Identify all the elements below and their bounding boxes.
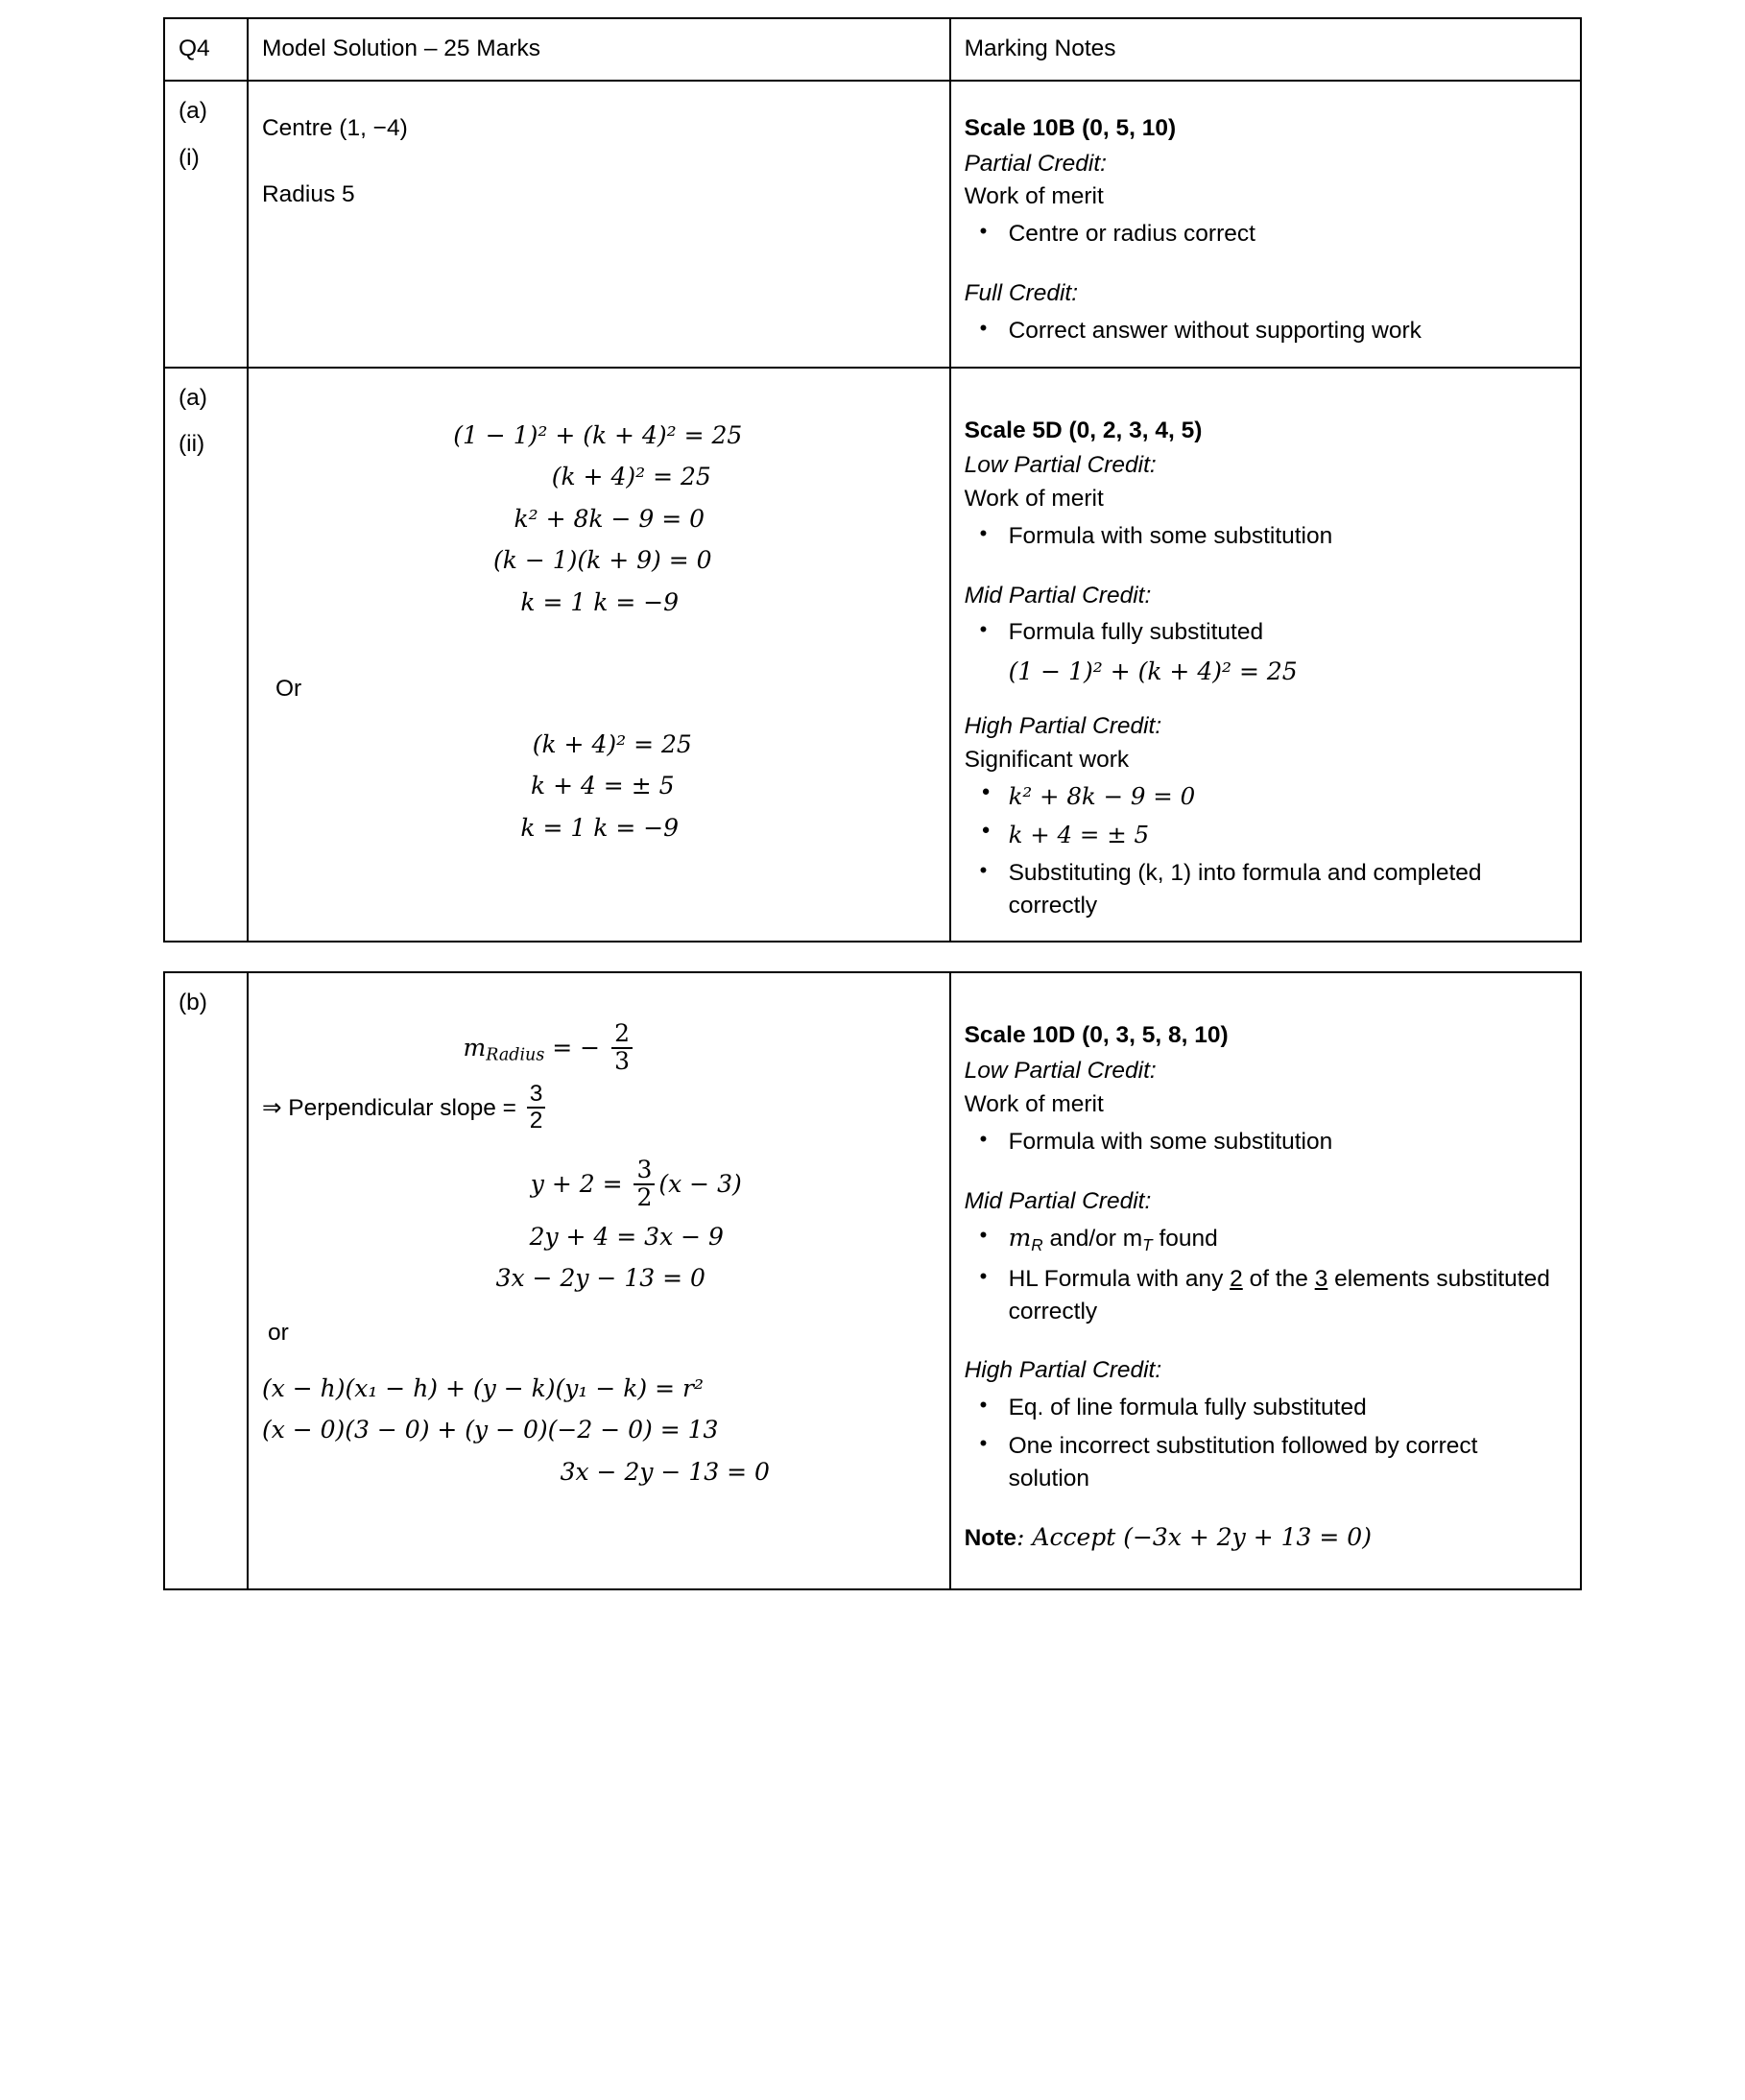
math-line: (x − h)(x₁ − h) + (y − k)(y₁ − k) = r² <box>261 1373 704 1402</box>
notes-a-ii-high-bullets <box>965 780 1565 921</box>
notes-a-i-scale: Scale 10B (0, 5, 10) <box>964 114 1177 141</box>
notes-a-i-full-bullets <box>965 315 1565 347</box>
math-line: 2y + 4 = 3x − 9 <box>529 1222 724 1251</box>
math-line: k + 4 = ± 5 <box>530 772 675 800</box>
math-line: (1 − 1)² + (k + 4)² = 25 <box>1008 657 1298 686</box>
notes-a-ii-low-heading: Low Partial Credit: <box>964 452 1157 479</box>
hl-formula-number-2: 2 <box>1230 1265 1243 1292</box>
perp-slope-text: ⇒ Perpendicular slope = <box>261 1095 516 1122</box>
notes-a-ii-high-text: Significant work <box>964 746 1130 773</box>
mid-bullet-suffix: found <box>1152 1226 1218 1253</box>
row-label-b-text: (b) <box>179 990 207 1016</box>
mid-bullet-mid-text: and/or m <box>1042 1226 1143 1253</box>
header-marking-notes: Marking Notes <box>950 18 1581 81</box>
notes-b-low-heading: Low Partial Credit: <box>964 1058 1157 1085</box>
m-sub-r-subscript: R <box>1031 1235 1043 1255</box>
notes-a-ii-mid-bullets <box>965 616 1565 649</box>
hl-formula-text-a: HL Formula with any <box>1008 1265 1231 1292</box>
row-label-a-ii-line2: (ii) <box>179 431 205 458</box>
math-line-perpendicular-slope <box>262 1080 934 1138</box>
m-sub-t-subscript: T <box>1142 1235 1153 1255</box>
equals-minus: = − <box>552 1034 601 1062</box>
list-item <box>1009 1263 1565 1328</box>
row-label-a-i-line2: (i) <box>179 144 200 171</box>
notes-b-low-text: Work of merit <box>964 1091 1104 1118</box>
solution-a-ii-or-label: Or <box>275 676 302 702</box>
list-item: • Formula with some substitution <box>1009 520 1565 553</box>
list-item: • One incorrect substitution followed by correct solution <box>1009 1430 1565 1495</box>
point-slope-lhs: y + 2 = <box>530 1170 623 1199</box>
math-line: (k − 1)(k + 9) = 0 <box>492 546 712 574</box>
notes-a-i-partial-text: Work of merit <box>964 183 1104 210</box>
notes-a-i <box>950 81 1581 368</box>
notes-b-mid-heading: Mid Partial Credit: <box>964 1187 1152 1214</box>
notes-a-i-partial-bullets <box>965 218 1565 251</box>
notes-a-ii-low-text: Work of merit <box>964 486 1104 513</box>
row-label-a-i-line1: (a) <box>179 97 207 124</box>
notes-b-high-bullets <box>965 1392 1565 1494</box>
math-line: 3x − 2y − 13 = 0 <box>560 1457 770 1486</box>
m-symbol: m <box>463 1034 487 1062</box>
notes-b <box>950 972 1581 1589</box>
solution-a-i-centre: Centre (1, −4) <box>261 114 408 141</box>
fraction-three-halves <box>527 1082 546 1133</box>
fraction-numerator: 2 <box>614 1019 630 1048</box>
notes-a-ii <box>950 368 1581 943</box>
list-item: • Correct answer without supporting work <box>1009 315 1565 347</box>
fraction-denominator: 2 <box>527 1107 546 1134</box>
math-line: k = 1 k = −9 <box>520 587 680 616</box>
fraction-denominator: 2 <box>633 1183 655 1210</box>
list-item: • k² + 8k − 9 = 0 <box>1009 780 1565 813</box>
m-sub-r: m <box>1008 1224 1032 1253</box>
table-row-b <box>164 972 1581 1589</box>
solution-a-i-radius: Radius 5 <box>261 180 355 207</box>
list-item: • k + 4 = ± 5 <box>1009 819 1565 851</box>
math-line: (k + 4)² = 25 <box>551 463 711 490</box>
notes-a-ii-high-heading: High Partial Credit: <box>964 712 1162 739</box>
fraction-three-halves-2 <box>633 1157 655 1210</box>
list-item: • Centre or radius correct <box>1009 218 1565 251</box>
row-label-a-i <box>164 81 248 368</box>
math-line: (1 − 1)² + (k + 4)² = 25 <box>453 420 743 449</box>
math-line: (k + 4)² = 25 <box>532 729 692 758</box>
math-line-m-radius <box>262 1019 934 1080</box>
fraction-numerator: 3 <box>529 1080 543 1107</box>
header-question-number: Q4 <box>164 18 248 81</box>
table-header-row <box>164 18 1581 81</box>
notes-a-ii-low-bullets <box>965 520 1565 553</box>
math-line: 3x − 2y − 13 = 0 <box>495 1264 705 1293</box>
notes-b-low-bullets <box>965 1126 1565 1158</box>
notes-b-mid-bullets <box>965 1222 1565 1327</box>
question-4-part-b-table <box>163 971 1582 1590</box>
fraction-denominator: 3 <box>611 1047 633 1074</box>
math-line: (x − 0)(3 − 0) + (y − 0)(−2 − 0) = 13 <box>261 1416 719 1444</box>
notes-a-i-full-heading: Full Credit: <box>964 279 1079 306</box>
row-label-a-ii-line1: (a) <box>179 384 207 411</box>
notes-a-ii-mid-heading: Mid Partial Credit: <box>964 582 1152 609</box>
solution-b-or-label: or <box>267 1319 289 1346</box>
notes-b-high-heading: High Partial Credit: <box>964 1357 1162 1384</box>
notes-a-i-partial-heading: Partial Credit: <box>964 150 1107 177</box>
solution-a-i <box>248 81 950 368</box>
math-line: k² + 8k − 9 = 0 <box>514 504 705 533</box>
header-model-solution: Model Solution – 25 Marks <box>248 18 950 81</box>
list-item: • Substituting (k, 1) into formula and completed correctly <box>1009 857 1565 922</box>
notes-b-scale: Scale 10D (0, 3, 5, 8, 10) <box>964 1022 1229 1049</box>
solution-a-ii <box>248 368 950 943</box>
row-label-a-ii <box>164 368 248 943</box>
notes-a-ii-scale: Scale 5D (0, 2, 3, 4, 5) <box>964 417 1203 443</box>
m-subscript: Radius <box>486 1046 545 1066</box>
math-line-point-slope <box>262 1156 934 1216</box>
hl-formula-text-b: of the <box>1242 1265 1315 1292</box>
fraction-numerator: 3 <box>636 1156 653 1184</box>
math-line: k = 1 k = −9 <box>520 813 680 842</box>
list-item: • Formula fully substituted <box>1009 616 1565 649</box>
question-4-part-a-table <box>163 17 1582 943</box>
solution-b <box>248 972 950 1589</box>
table-row-a-ii <box>164 368 1581 943</box>
table-row-a-i <box>164 81 1581 368</box>
note-text: : Accept (−3x + 2y + 13 = 0) <box>1016 1522 1372 1551</box>
hl-formula-number-3: 3 <box>1314 1265 1328 1292</box>
notes-b-note <box>965 1520 1565 1556</box>
point-slope-rhs: (x − 3) <box>658 1170 742 1199</box>
row-label-b <box>164 972 248 1589</box>
note-label: Note <box>964 1524 1017 1551</box>
list-item <box>1009 1222 1565 1256</box>
list-item: • Formula with some substitution <box>1009 1126 1565 1158</box>
fraction-two-thirds <box>611 1021 633 1074</box>
hl-formula-text-c: elements substituted correctly <box>1008 1265 1550 1324</box>
list-item: • Eq. of line formula fully substituted <box>1009 1392 1565 1424</box>
